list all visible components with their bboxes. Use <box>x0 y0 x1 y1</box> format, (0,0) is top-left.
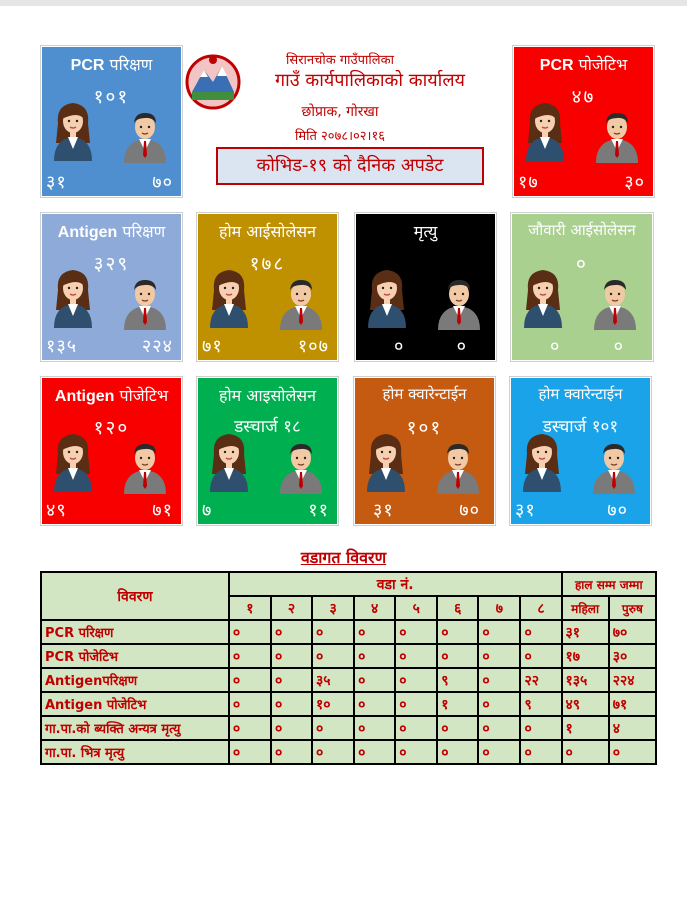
female-icon <box>363 430 409 492</box>
cell: ० <box>354 620 395 644</box>
row-label: Antigen पोजेटिभ <box>41 692 229 716</box>
female-count: १७ <box>518 172 539 193</box>
cell: १० <box>312 692 354 716</box>
cell: १ <box>562 716 609 740</box>
female-count: ७ <box>202 500 213 521</box>
cell: २२४ <box>609 668 656 692</box>
female-count: ३१ <box>373 500 394 521</box>
male-count: ० <box>456 336 467 357</box>
header-ward: ३ <box>312 596 354 620</box>
cell: ० <box>354 692 395 716</box>
female-icon <box>364 266 410 328</box>
header-ward: ७ <box>478 596 520 620</box>
female-icon <box>206 430 252 492</box>
male-count: २२४ <box>141 336 173 357</box>
tile-title: Antigen पोजेटिभ <box>54 386 169 405</box>
female-count: १३५ <box>46 336 78 357</box>
tile-title: Antigen परिक्षण <box>57 222 166 241</box>
cell: १३५ <box>562 668 609 692</box>
tile-home-isolation-discharge <box>197 377 338 525</box>
female-count: ४९ <box>46 500 67 521</box>
cell: ० <box>437 644 478 668</box>
update-banner: कोभिड-१९ को दैनिक अपडेट <box>216 147 484 185</box>
cell: ० <box>271 644 312 668</box>
cell: ० <box>312 716 354 740</box>
cell: ० <box>271 716 312 740</box>
header-ward: ४ <box>354 596 395 620</box>
cell: ० <box>395 668 437 692</box>
cell: ० <box>520 740 561 764</box>
table-row <box>41 716 656 740</box>
header-description: विवरण <box>41 572 229 620</box>
female-icon <box>520 266 566 328</box>
cell: ० <box>271 668 312 692</box>
row-label: गा.पा. भित्र मृत्यु <box>41 740 229 764</box>
cell: ० <box>312 644 354 668</box>
cell: ० <box>229 668 271 692</box>
tile-total: १२० <box>93 417 130 439</box>
female-count: ७१ <box>202 336 223 357</box>
cell: ० <box>229 644 271 668</box>
tile-home-quarantine <box>354 377 495 525</box>
row-label: गा.पा.को ब्यक्ति अन्यत्र मृत्यु <box>41 716 229 740</box>
male-count: ११ <box>308 500 329 521</box>
cell: ९ <box>520 692 561 716</box>
cell: ० <box>354 740 395 764</box>
tile-home-quarantine-discharge <box>510 377 651 525</box>
cell: ० <box>271 740 312 764</box>
tile-antigen-test <box>41 213 182 361</box>
cell: ० <box>395 620 437 644</box>
cell: ० <box>229 740 271 764</box>
male-icon <box>278 442 324 494</box>
female-count: ३१ <box>515 500 536 521</box>
cell: ० <box>520 620 561 644</box>
cell: ० <box>312 740 354 764</box>
female-icon <box>50 266 96 328</box>
table-row <box>41 740 656 764</box>
cell: ० <box>395 740 437 764</box>
male-icon <box>436 278 482 330</box>
cell: ० <box>395 692 437 716</box>
ward-table <box>40 571 657 765</box>
tile-total: १०१ <box>93 86 130 108</box>
cell: ० <box>520 716 561 740</box>
row-label: Antigenपरिक्षण <box>41 668 229 692</box>
cell: ० <box>437 620 478 644</box>
top-bar <box>0 0 687 6</box>
table-row <box>41 620 656 644</box>
male-icon <box>591 442 637 494</box>
male-icon <box>122 278 168 330</box>
cell: ० <box>229 692 271 716</box>
header-ward: ५ <box>395 596 437 620</box>
male-count: १०७ <box>297 336 329 357</box>
cell: ० <box>478 692 520 716</box>
tile-jauwari-isolation <box>511 213 653 361</box>
female-icon <box>522 99 568 161</box>
cell: ० <box>312 620 354 644</box>
cell: ७१ <box>609 692 656 716</box>
male-count: ७० <box>152 172 173 193</box>
cell: ० <box>354 668 395 692</box>
cell: ४ <box>609 716 656 740</box>
tile-antigen-positive <box>41 377 182 525</box>
tile-death <box>355 213 496 361</box>
row-label: PCR परिक्षण <box>41 620 229 644</box>
tile-title: मृत्यु <box>413 222 438 241</box>
cell: ० <box>478 644 520 668</box>
tile-title: होम क्वारेन्टाईन <box>382 385 467 403</box>
header-ward-number: वडा नं. <box>229 572 562 596</box>
cell: ७० <box>609 620 656 644</box>
cell: १७ <box>562 644 609 668</box>
tile-home-isolation <box>197 213 338 361</box>
male-icon <box>594 111 640 163</box>
header-ward: १ <box>229 596 271 620</box>
cell: ० <box>478 620 520 644</box>
male-icon <box>592 278 638 330</box>
female-icon <box>206 266 252 328</box>
cell: ० <box>271 620 312 644</box>
table-row <box>41 668 656 692</box>
municipality-name: सिरानचोक गाउँपालिका <box>286 53 394 68</box>
male-icon <box>435 442 481 494</box>
row-label: PCR पोजेटिभ <box>41 644 229 668</box>
cell: ० <box>562 740 609 764</box>
cell: ० <box>437 740 478 764</box>
cell: ० <box>478 740 520 764</box>
cell: ९ <box>437 668 478 692</box>
cell: ० <box>354 716 395 740</box>
cell: ० <box>229 716 271 740</box>
table-row <box>41 692 656 716</box>
header-male: पुरुष <box>609 596 656 620</box>
cell: ० <box>395 716 437 740</box>
cell: ० <box>354 644 395 668</box>
header-total: हाल सम्म जम्मा <box>562 572 657 596</box>
header-ward: ६ <box>437 596 478 620</box>
tile-total: ० <box>576 253 588 275</box>
cell: ० <box>229 620 271 644</box>
cell: ० <box>478 716 520 740</box>
header-ward: २ <box>271 596 312 620</box>
tile-pcr-test <box>41 46 182 197</box>
male-count: ७० <box>607 500 628 521</box>
table-row <box>41 644 656 668</box>
cell: २२ <box>520 668 561 692</box>
date: मिति २०७८।०२।१६ <box>295 129 385 144</box>
tile-subtitle: डस्चार्ज १८ <box>234 417 301 437</box>
header-female: महिला <box>562 596 609 620</box>
ward-section-title: वडागत विवरण <box>300 548 387 567</box>
cell: ३० <box>609 644 656 668</box>
tile-total: १०१ <box>406 417 443 439</box>
tile-title: PCR पोजेटिभ <box>539 55 628 74</box>
female-icon <box>50 99 96 161</box>
cell: ० <box>437 716 478 740</box>
female-count: ० <box>394 336 405 357</box>
tile-total: ३२९ <box>93 253 130 275</box>
cell: ३१ <box>562 620 609 644</box>
cell: ० <box>271 692 312 716</box>
tile-title: जौवारी आईसोलेसन <box>528 221 636 239</box>
tile-pcr-positive <box>513 46 654 197</box>
male-count: ० <box>613 336 624 357</box>
female-count: ३१ <box>46 172 67 193</box>
cell: ० <box>609 740 656 764</box>
cell: ० <box>478 668 520 692</box>
tile-title: होम आइसोलेसन <box>218 386 316 405</box>
tile-title: PCR परिक्षण <box>70 55 153 74</box>
tile-title: होम क्वारेन्टाईन <box>538 385 623 403</box>
tile-subtitle: डस्चार्ज १०१ <box>542 417 619 437</box>
tile-title: होम आईसोलेसन <box>218 222 316 241</box>
female-icon <box>519 430 565 492</box>
cell: ० <box>520 644 561 668</box>
cell: ३५ <box>312 668 354 692</box>
female-icon <box>50 430 96 492</box>
header-ward: ८ <box>520 596 561 620</box>
cell: ० <box>395 644 437 668</box>
female-count: ० <box>550 336 561 357</box>
male-count: ७१ <box>152 500 173 521</box>
cell: १ <box>437 692 478 716</box>
male-count: ३० <box>624 172 645 193</box>
male-icon <box>122 111 168 163</box>
tile-total: १७८ <box>249 253 286 275</box>
male-count: ७० <box>459 500 480 521</box>
male-icon <box>278 278 324 330</box>
male-icon <box>122 442 168 494</box>
cell: ४९ <box>562 692 609 716</box>
location: छोप्राक, गोरखा <box>301 104 379 120</box>
office-name: गाउँ कार्यपालिकाको कार्यालय <box>275 70 465 91</box>
tile-total: ४७ <box>571 86 596 108</box>
